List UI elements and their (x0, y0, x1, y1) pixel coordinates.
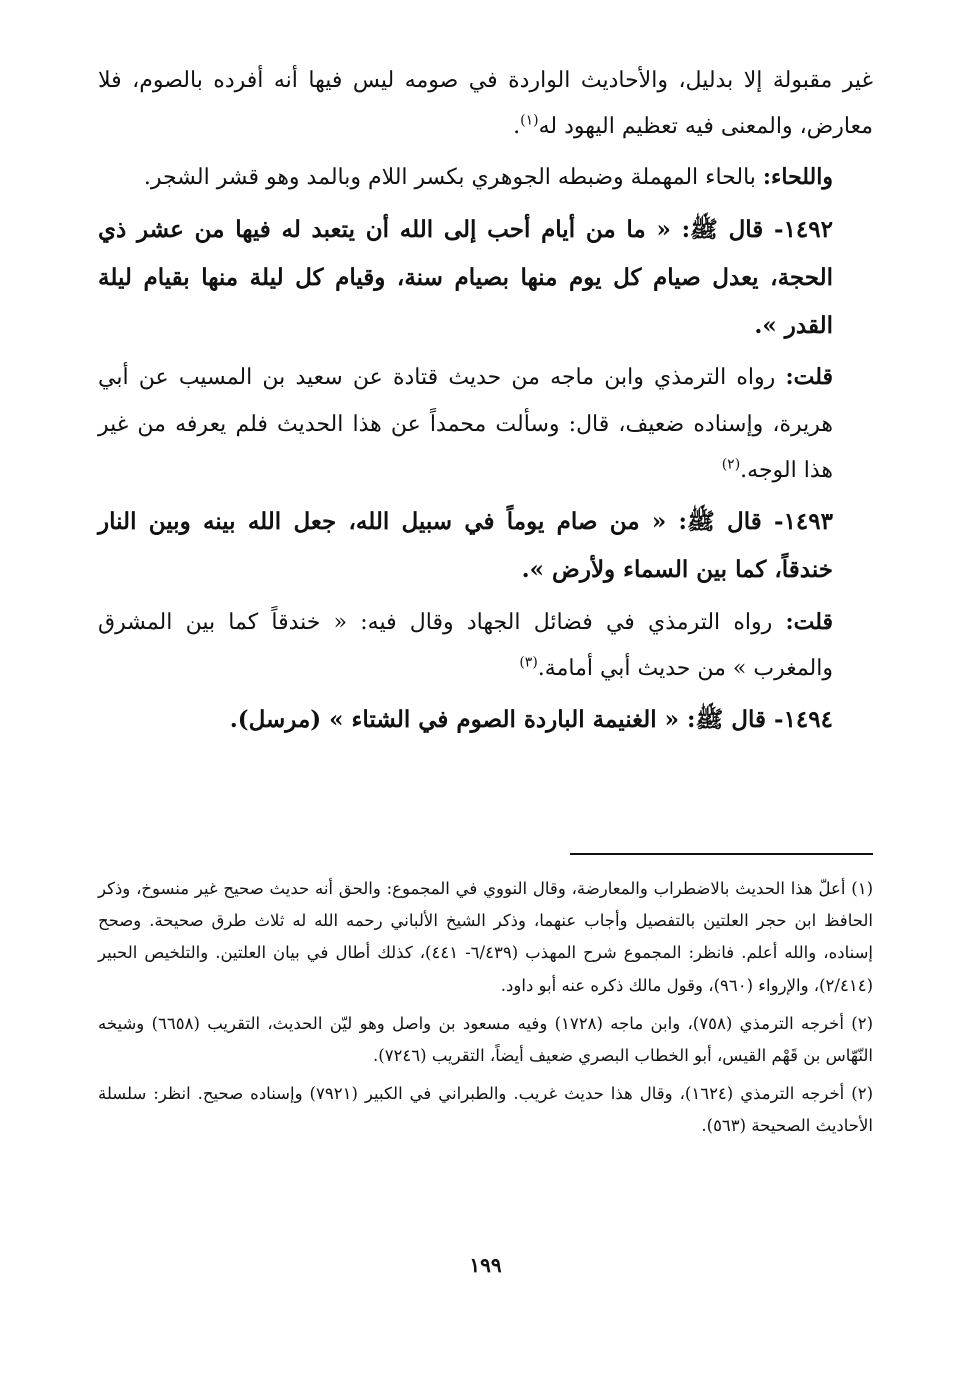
term-label: واللحاء: (762, 164, 833, 191)
paragraph-text: بالحاء المهملة وضبطه الجوهري بكسر اللام وبالمد وهو قشر الشجر. (143, 165, 756, 191)
hadith-1492: ١٤٩٢- قال ﷺ: « ما من أيام أحب إلى الله أن يتعبد له فيها من عشر ذي الحجة، يعدل صيام كل يوم منها بصيام سنة، وقيام كل ليلة منها بقيام ليلة القدر ». (98, 215, 833, 340)
paragraph-continuation: غير مقبولة إلا بدليل، والأحاديث الواردة في صومه ليس فيها أنه أفرده بالصوم، فلا معارض، والمعنى فيه تعظيم اليهود له$^{(١)}$. (98, 68, 873, 140)
footnote-ref: (٣) (519, 654, 538, 671)
qult-label: قلت: (785, 364, 833, 391)
paragraph-text: غير مقبولة إلا بدليل، والأحاديث الواردة في صومه ليس فيها أنه أفرده بالصوم، فلا معارض، والمعنى فيه تعظيم اليهود له (98, 68, 873, 140)
main-text (98, 58, 873, 744)
footnote-2: (٢) أخرجه الترمذي (٧٥٨)، وابن ماجه (١٧٢٨) وفيه مسعود بن واصل وهو ليّن الحديث، التقريب (٦٦٥٨) وشيخه النّهّاس بن قَهْم القيس، أبو الخطاب البصري ضعيف أيضاً، التقريب (٧٢٤٦). (98, 1013, 873, 1065)
footnotes (98, 873, 873, 1148)
commentary-text: رواه الترمذي وابن ماجه من حديث قتادة عن سعيد بن المسيب عن أبي هريرة، وإسناده ضعيف، قال: وسألت محمداً عن هذا الحديث فلم يعرفه من غير هذا الوجه. (98, 365, 833, 483)
footnote-3: (٢) أخرجه الترمذي (١٦٢٤)، وقال هذا حديث غريب. والطبراني في الكبير (٧٩٢١) وإسناده صحيح. انظر: سلسلة الأحاديث الصحيحة (٥٦٣). (98, 1084, 873, 1136)
commentary-text: رواه الترمذي في فضائل الجهاد وقال فيه: « خندقاً كما بين المشرق والمغرب » من حديث أبي أمامة. (98, 609, 833, 681)
commentary-1492 (98, 354, 873, 494)
footnote-divider (570, 853, 873, 855)
paragraph-lihaa (98, 154, 873, 201)
qult-label: قلت: (785, 608, 833, 635)
commentary-1493 (98, 599, 873, 692)
page-number: ١٩٩ (469, 1253, 502, 1277)
hadith-1494: ١٤٩٤- قال ﷺ: « الغنيمة الباردة الصوم في الشتاء » (مرسل). (229, 705, 833, 733)
book-page (98, 58, 873, 1358)
hadith-1493: ١٤٩٣- قال ﷺ: « من صام يوماً في سبيل الله، جعل الله بينه وبين النار خندقاً، كما بين السماء ولأرض ». (98, 508, 833, 584)
footnote-ref: (٢) (721, 456, 741, 473)
footnote-ref: (١) (520, 112, 539, 129)
footnote-1: (١) أعلّ هذا الحديث بالاضطراب والمعارضة، وقال النووي في المجموع: والحق أنه حديث صحيح غير منسوخ، وذكر الحافظ ابن حجر العلتين بالتفصيل وأجاب عنهما، وذكر الشيخ الألباني رحمه الله له ثلاث طرق صحيحة. وصحح إسناده، والله أعلم. فانظر: المجموع شرح المهذب (٦/٤٣٩- ٤٤١)، كذلك أطال في بيان العلتين. والتلخيص الحبير (٢/٤١٤)، والإرواء (٩٦٠)، وقول مالك ذكره عنه أبو داود. (98, 879, 873, 995)
